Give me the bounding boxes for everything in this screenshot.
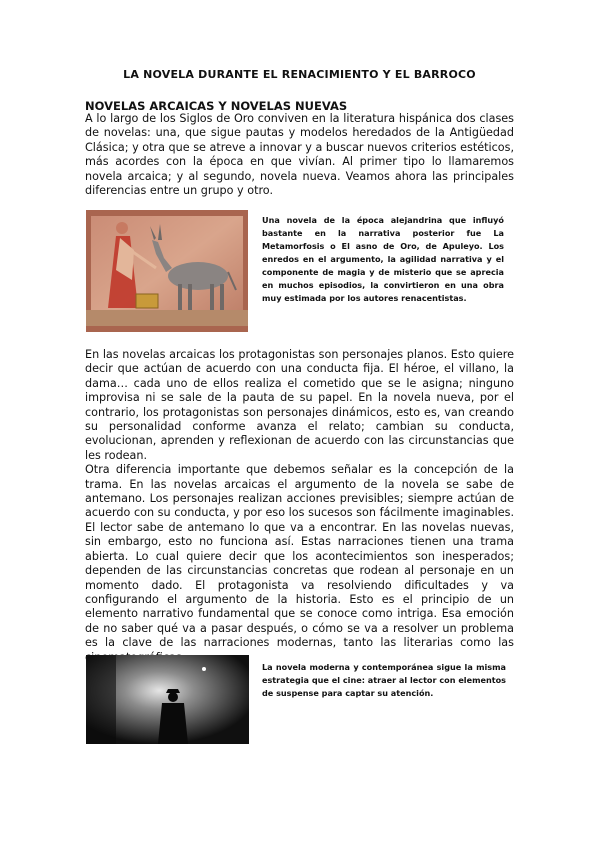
body-paragraph-2-text: Otra diferencia importante que debemos señalar es la concepción de la trama. En las novelas arcaicas el argumento de la novela se sabe de antemano. Los personajes realizan acciones previsibles; siempre actúan de acuerdo con su conducta, y por eso los sucesos son fácilmente imaginables. El lector sabe de antemano lo que va a encontrar. En las novelas nuevas, sin embargo, esto no funciona así. Estas narraciones tienen una trama abierta. Lo cual quiere decir que los acontecimientos son inesperados; dependen de las circunstancias concretas que rodean al personaje en un momento dado. El protagonista va resolviendo dificultades y va configurando el argumento de la historia. Esto es el principio de un elemento narrativo fundamental que se conoce como intriga. Esa emoción de no saber qué va a pasar después, o cómo se va a resolver un problema es la clave de las narraciones modernas, tanto las literarias como las [85, 463, 514, 650]
film-noir-image [86, 655, 249, 744]
body-paragraph-1-text: En las novelas arcaicas los protagonistas son personajes planos. Esto quiere decir que actúan de acuerdo con una conducta fija. El héroe, el villano, la dama… cada uno de ellos realiza el cometido que se le asigna; ninguno improvisa ni se sale de la pauta de su papel. En la novela nueva, por el contrario, los protagonistas son personajes dinámicos, esto es, van creando su personalidad conforme avanza el relato; cambian su conducta, evolucionan, aprenden y reflexionan de acuerdo con las circunstancias que les rodean. [85, 348, 514, 462]
film-noir-caption: La novela moderna y contemporánea sigue la misma estrategia que el cine: atraer al lector con elementos de suspense para captar su atención. [262, 662, 506, 698]
page-title: LA NOVELA DURANTE EL RENACIMIENTO Y EL BARROCO [123, 68, 476, 81]
body-paragraph-1 [85, 348, 514, 665]
fresco-image [86, 210, 248, 332]
intro-paragraph: A lo largo de los Siglos de Oro conviven en la literatura hispánica dos clases de novelas: una, que sigue pautas y modelos heredados de la Antigüedad Clásica; y otra que se atreve a innovar y a buscar nuevos criterios estéticos, más acordes con la época en que vivían. Al primer tipo lo llamaremos novela arcaica; y al segundo, novela nueva. Veamos ahora las principales diferencias entre un grupo y otro. [85, 112, 514, 198]
fresco-caption: Una novela de la época alejandrina que influyó bastante en la narrativa posterior fue La Metamorfosis o El asno de Oro, de Apuleyo. Los enredos en el argumento, la agilidad narrativa y el componente de magia y de misterio que se aprecia en muchos episodios, la convirtieron en una obra muy estimada por los autores renacentistas. [262, 215, 504, 303]
section-heading: NOVELAS ARCAICAS Y NOVELAS NUEVAS [85, 99, 348, 113]
